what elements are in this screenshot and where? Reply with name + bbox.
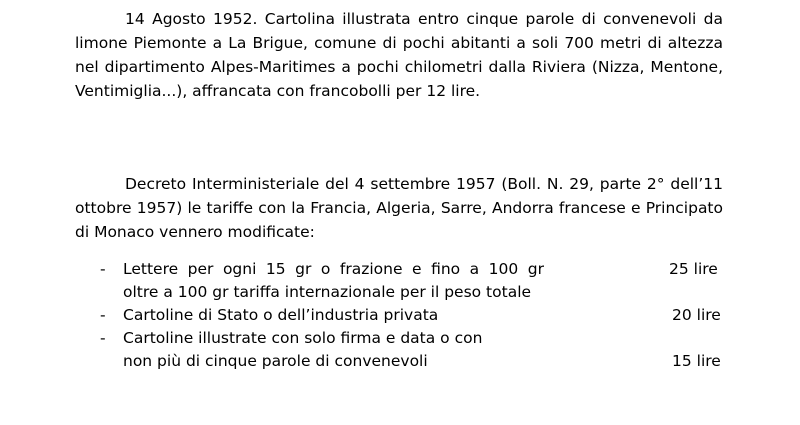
tariff-price: 20 lire — [672, 306, 721, 324]
tariff-line — [0, 327, 800, 350]
tariff-item-illustrated-postcards — [0, 327, 800, 373]
tariff-description-continued: non più di cinque parole di convenevoli — [123, 352, 428, 370]
tariff-description: Cartoline di Stato o dell’industria privata — [123, 306, 439, 324]
tariff-line — [0, 304, 800, 327]
tariff-item-postcards — [0, 304, 800, 327]
tariff-price: 15 lire — [672, 352, 721, 370]
tariff-item-letters — [0, 258, 800, 304]
tariff-line — [0, 350, 800, 373]
bullet-dash: - — [100, 306, 106, 324]
bullet-dash: - — [100, 329, 106, 347]
paragraph-decree-1957: Decreto Interministeriale del 4 settembre 1957 (Boll. N. 29, parte 2° dell’11 ottobre 1957) le tariffe con la Francia, Algeria, Sarre, Andorra francese e Principato di Monaco vennero modificate: — [75, 175, 723, 241]
tariff-list — [0, 258, 800, 373]
tariff-line — [0, 281, 800, 304]
tariff-description-continued: oltre a 100 gr tariffa internazionale per il peso totale — [123, 283, 532, 301]
tariff-price: 25 lire — [669, 260, 718, 278]
tariff-line — [0, 258, 800, 281]
bullet-dash: - — [100, 260, 106, 278]
tariff-description: Cartoline illustrate con solo firma e data o con — [123, 329, 483, 347]
paragraph-postcard-1952: 14 Agosto 1952. Cartolina illustrata entro cinque parole di convenevoli da limone Piemonte a La Brigue, comune di pochi abitanti a soli 700 metri di altezza nel dipartimento Alpes-Maritimes a pochi chilometri dalla Riviera (Nizza, Mentone, Ventimiglia...), affrancata con francobolli per 12 lire. — [75, 10, 723, 100]
tariff-description: Lettere per ogni 15 gr o frazione e fino a 100 gr — [123, 260, 544, 278]
